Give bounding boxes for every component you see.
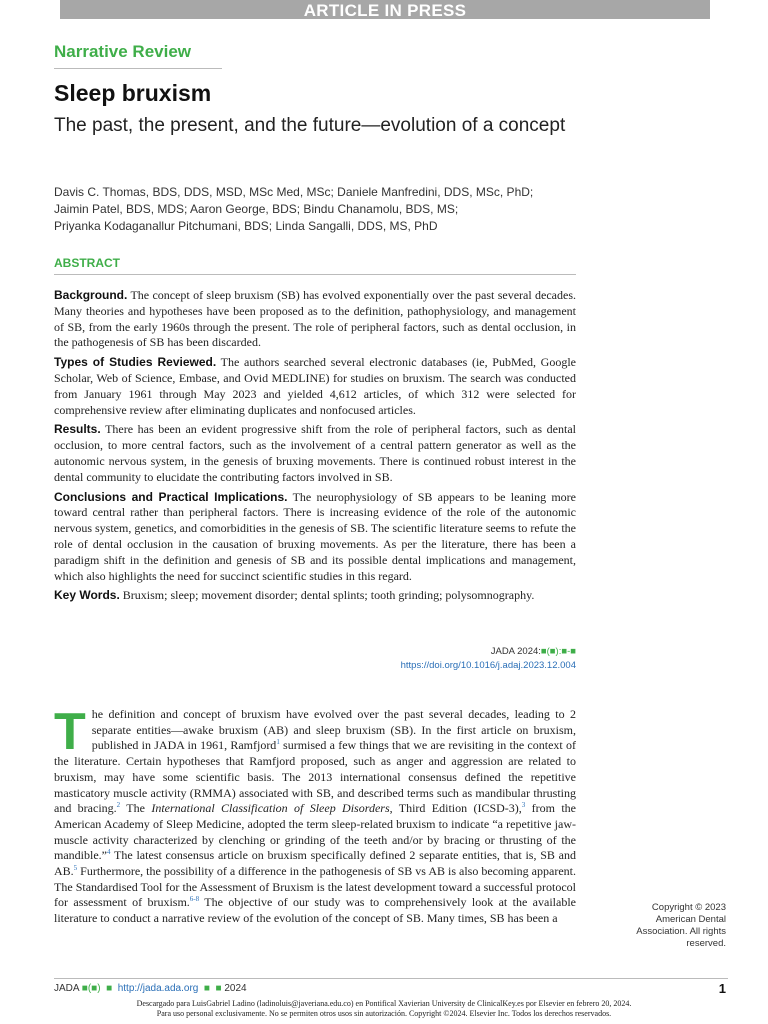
footer-month-mark: ■ [215,983,222,994]
author-line: Jaimin Patel, BDS, MDS; Aaron George, BDS; Bindu Chanamolu, BDS, MS; [54,202,459,216]
abstract-keywords-head: Key Words. [54,588,120,603]
page-number: 1 [718,981,726,996]
reference-link[interactable]: 4 [106,848,111,857]
abstract-types [54,355,576,418]
article-body [54,703,576,927]
citation-marks: ■(■):■-■ [540,646,576,657]
journal-citation [401,645,576,673]
section-divider [54,68,222,69]
abstract-results [54,422,576,485]
abstract-keywords-text: Bruxism; sleep; movement disorder; dental splints; tooth grinding; polysomnography. [122,588,535,603]
body-text-run: Furthermore, the possibility of a difference in the pathogenesis of SB vs AB is also becoming apparent. The Standardised Tool for the Assessment of Bruxism is the latest development toward a successful protocol for assessment of bruxism. [54,864,576,910]
abstract-conclusions-text: The neurophysiology of SB appears to be leaning more toward central rather than peripheral factors. There is increasing evidence of the role of the autonomic nervous system, genetics, and comorbidities in the genesis of SB. The scientific literature seems to refute the role of dental occlusion in the causation of bruxing movements. As per the literature, there has been a paradigm shift in the definition and genesis of SB and its possible dental implications and management, which also highlights the need for succinct scientific studies in this regard. [54,489,576,583]
abstract-background-head: Background. [54,288,128,302]
abstract-body [54,288,576,608]
abstract-results-head: Results. [54,422,101,437]
copyright-line: Copyright © 2023 [651,902,726,913]
reference-link[interactable]: 6-8 [189,895,200,904]
abstract-keywords [54,588,576,604]
copyright-line: Association. All rights [636,926,726,937]
body-text-run: surmised a few things that we are revisiting in the context of the literature. Certain hypotheses that Ramfjord proposed, such as anger and aggression are related to bruxism, may have some scientific basis. The 2013 international consensus defined the repetitive masticatory muscle activity (RMMA) associated with SB, and described terms such as mandibular thrusting and bracing. [54,738,576,816]
reference-link[interactable]: 2 [116,801,121,810]
article-title: Sleep bruxism [54,80,212,106]
copyright-note [606,902,726,950]
body-text-run: The latest consensus article on bruxism specifically defined 2 separate entities, that is, SB and AB. [54,848,576,879]
abstract-results-text: There has been an evident progressive shift from the role of peripheral factors, such as dental occlusion, to more central factors, such as the involvement of a central pattern generator as well as the autonomic nervous system, in the genesis of bruxing movements. There is continued robust interest in the dental community to elucidate the contributing factors involved in SB. [54,422,576,484]
author-line: Davis C. Thomas, BDS, DDS, MSD, MSc Med, MSc; Daniele Manfredini, DDS, MSc, PhD; [54,185,534,199]
abstract-types-text: The authors searched several electronic databases (ie, PubMed, Google Scholar, Web of Science, Embase, and Ovid MEDLINE) for studies on bruxism. The search was conducted from January 1961 through May 2023 and yielded 4,612 articles, of which 312 were selected for comprehensive review after eliminating duplicates and nonfocused articles. [54,355,576,417]
body-text-run: The objective of our study was to comprehensively look at the available literature to conduct a narrative review of the evolution of the concept of SB. Many times, SB has been a [54,895,576,926]
page-footer [54,983,247,994]
author-line: Priyanka Kodaganallur Pitchumani, BDS; Linda Sangalli, DDS, MS, PhD [54,219,438,233]
citation-journal: JADA 2024: [490,646,541,657]
footer-issue-marks: ■(■) [81,983,101,994]
reference-link[interactable]: 3 [521,801,526,810]
copyright-line: American Dental [655,914,726,925]
abstract-background-text: The concept of sleep bruxism (SB) has evolved exponentially over the past several decades. Many theories and hypotheses have been proposed as to the definition, pathophysiology, and management of SB, from the early 1960s through the present. The role of peripheral factors, such as dental occlusion, in the pathogenesis of SB has been discarded. [54,288,576,350]
download-notice [0,999,768,1018]
body-text-run: The [120,801,152,816]
article-in-press-banner: ARTICLE IN PRESS [60,0,710,19]
footer-separator: ■ [203,983,210,994]
copyright-line: reserved. [686,938,726,949]
abstract-conclusions [54,490,576,585]
footer-year: 2024 [224,983,247,994]
body-text-italic: International Classification of Sleep Disorders [151,801,390,816]
footer-journal: JADA [54,983,80,994]
section-label: Narrative Review [54,42,192,61]
citation-line [401,645,576,659]
footer-separator: ■ [106,983,113,994]
body-text-run: from the American Academy of Sleep Medicine, adopted the term sleep-related bruxism to indicate “a repetitive jaw-muscle activity characterized by clenching or grinding of the teeth and/or by bracing or thrusting of the mandible.” [54,801,576,863]
reference-link[interactable]: 5 [73,864,78,873]
reference-link[interactable]: 1 [276,738,280,747]
drop-cap: T [54,703,86,761]
abstract-conclusions-head: Conclusions and Practical Implications. [54,489,288,504]
abstract-heading: ABSTRACT [54,256,120,270]
author-list [54,184,594,235]
abstract-types-head: Types of Studies Reviewed. [54,355,217,370]
abstract-background [54,288,576,351]
abstract-divider [54,274,576,275]
footer-journal-link[interactable]: http://jada.ada.org [117,983,199,994]
download-notice-line: Descargado para LuisGabriel Ladino (ladinoluis@javeriana.edu.co) en Pontifical Xavierian University de ClinicalKey.es por Elsevier en febrero 20, 2024. [136,999,632,1008]
doi-link[interactable]: https://doi.org/10.1016/j.adaj.2023.12.004 [400,660,576,671]
download-notice-line: Para uso personal exclusivamente. No se permiten otros usos sin autorización. Copyright ©2024. Elsevier Inc. Todos los derechos reservados. [156,1008,612,1018]
body-text-run: he definition and concept of bruxism have evolved over the past several decades, leading to 2 separate entities—awake bruxism (AB) and sleep bruxism (SB). In the first article on bruxism, published in JADA in 1961, Ramfjord [91,707,576,753]
footer-divider [54,978,728,979]
article-subtitle: The past, the present, and the future—evolution of a concept [54,115,566,136]
body-text-run: , Third Edition (ICSD-3), [389,801,522,816]
